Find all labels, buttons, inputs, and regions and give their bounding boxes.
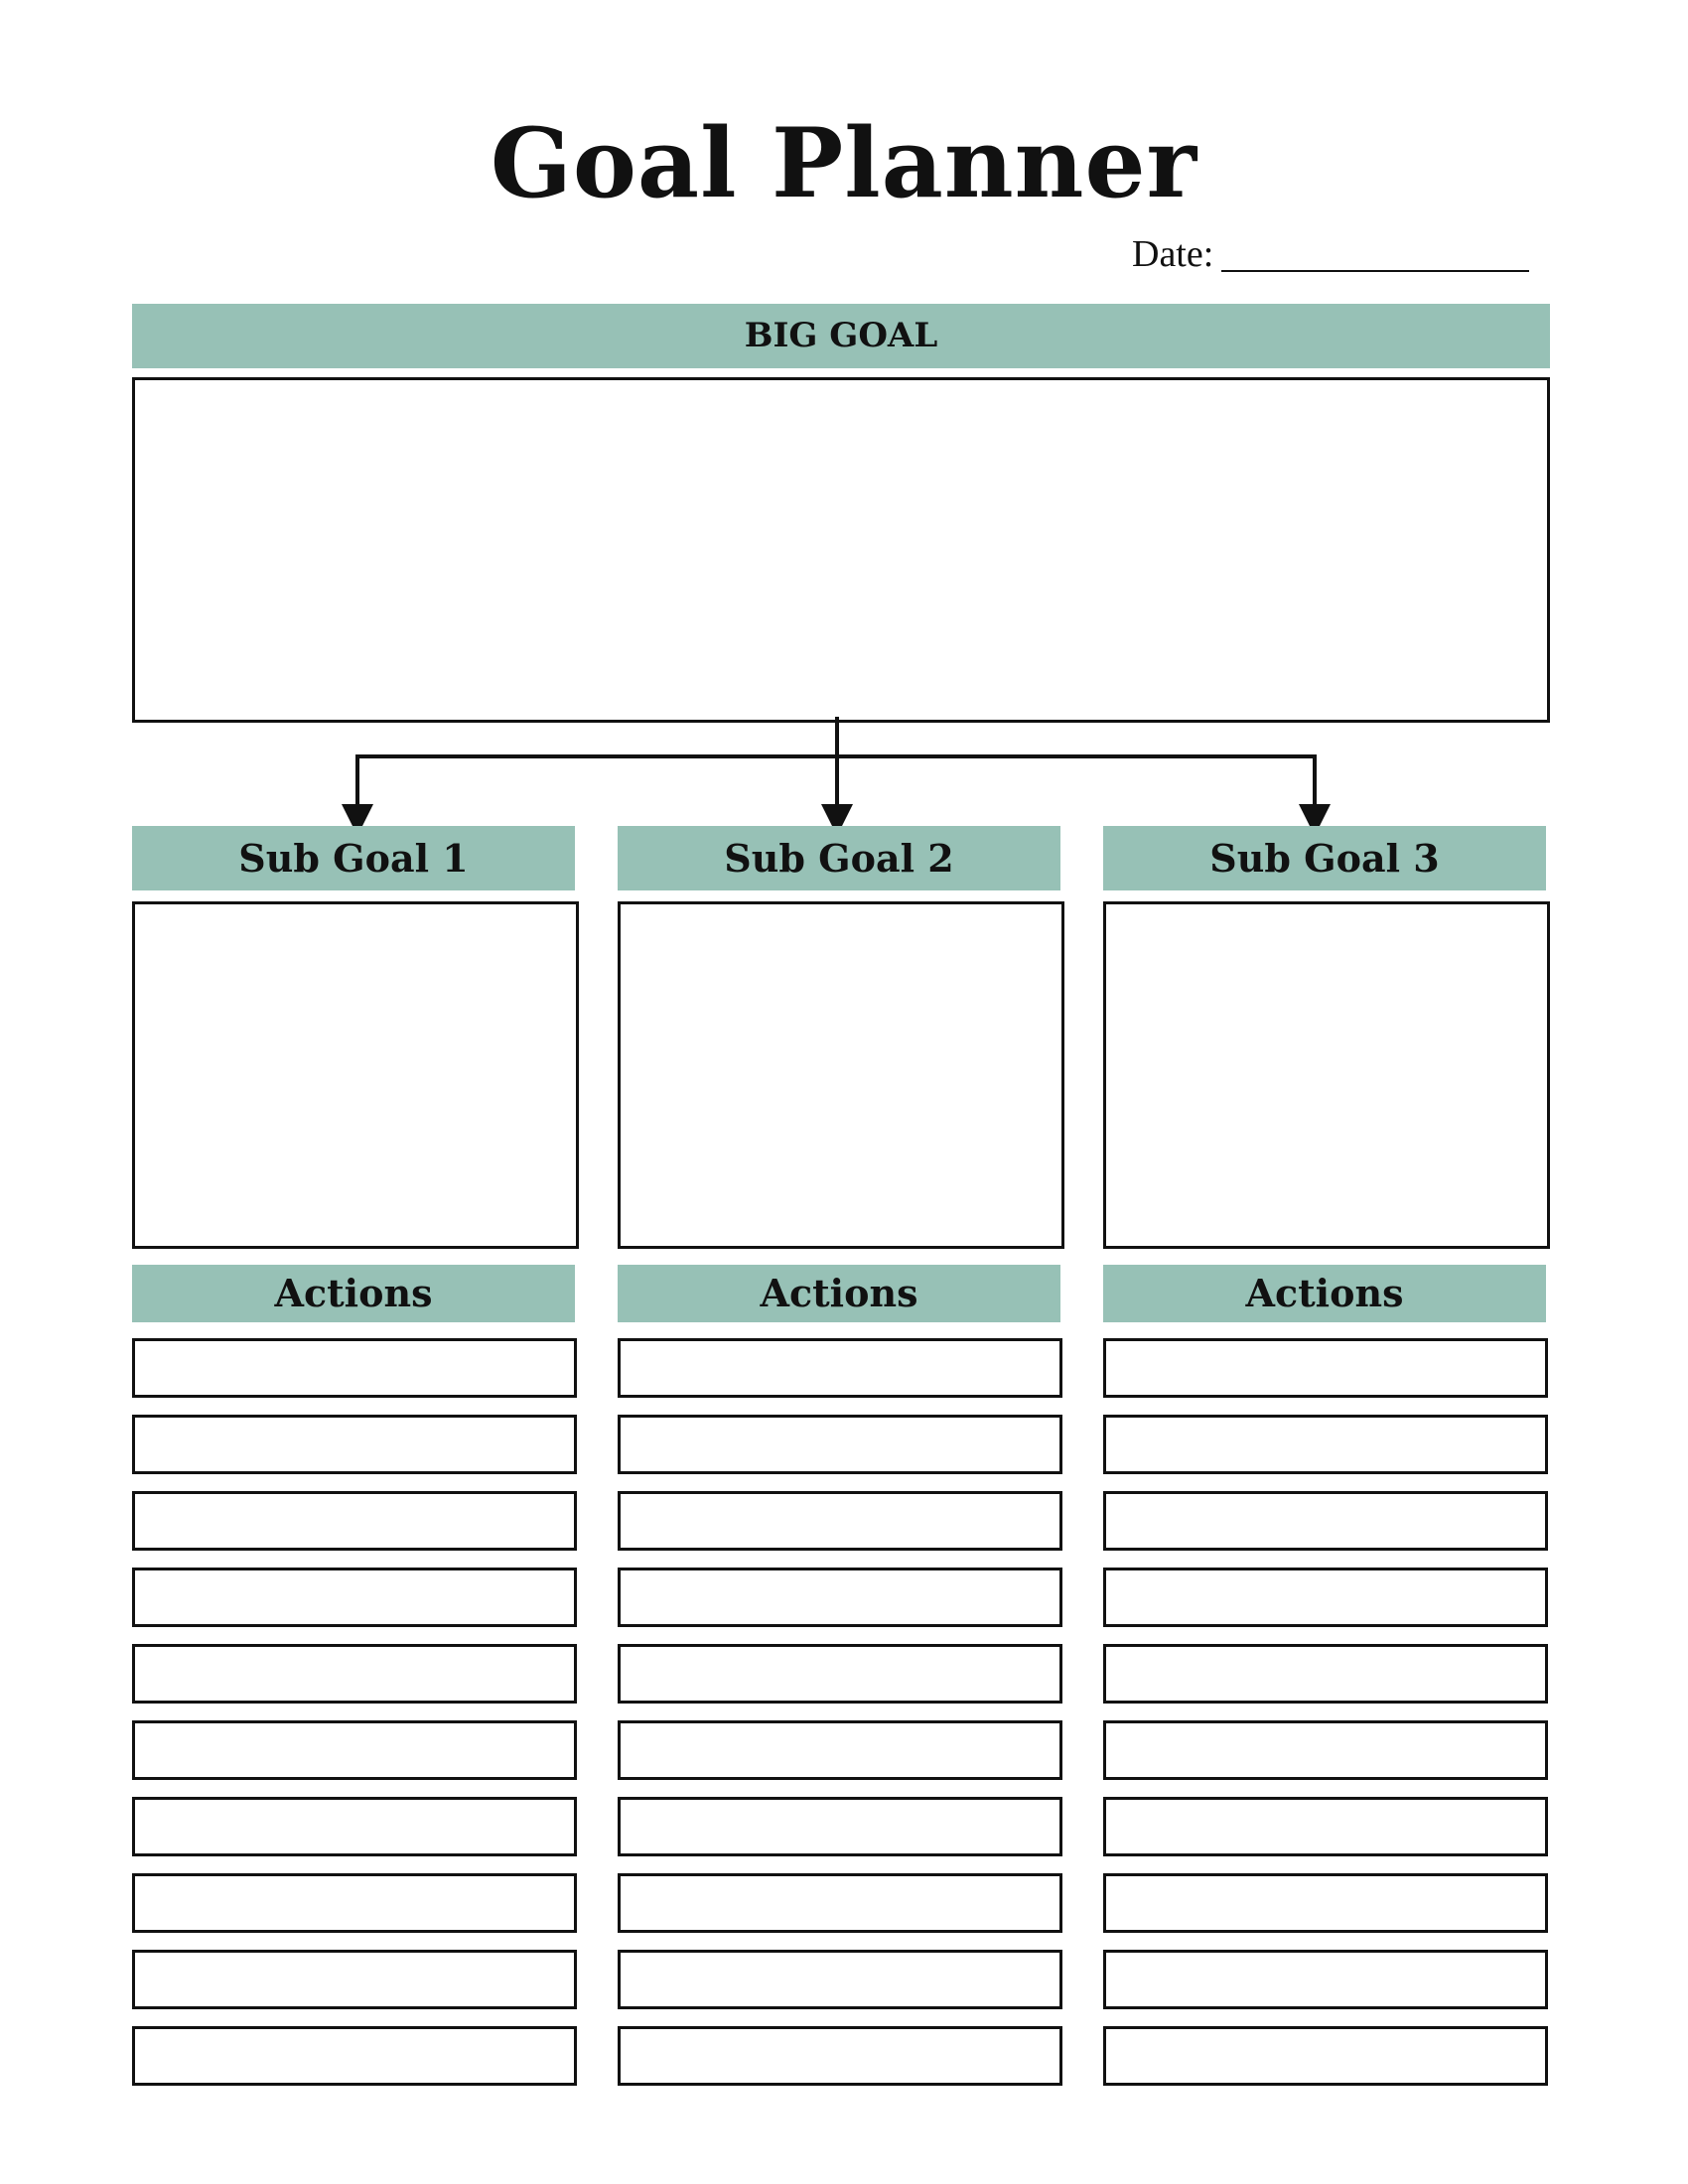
action-line[interactable] [1103, 2026, 1548, 2086]
action-line[interactable] [132, 1491, 577, 1551]
action-line[interactable] [618, 1415, 1062, 1474]
actions-header-2: Actions [618, 1265, 1060, 1322]
actions-header-1: Actions [132, 1265, 575, 1322]
action-line[interactable] [1103, 1720, 1548, 1780]
sub-goal-box-2[interactable] [618, 901, 1064, 1249]
sub-goal-header-2: Sub Goal 2 [618, 826, 1060, 890]
action-line[interactable] [618, 1720, 1062, 1780]
date-label: Date: [1132, 233, 1214, 275]
action-line[interactable] [618, 1873, 1062, 1933]
sub-goal-column-3 [1103, 826, 1546, 2087]
sub-goal-header-3: Sub Goal 3 [1103, 826, 1546, 890]
action-line[interactable] [618, 1644, 1062, 1704]
action-line[interactable] [132, 1797, 577, 1856]
action-list-1 [132, 1338, 579, 2103]
action-line[interactable] [132, 2026, 577, 2086]
sub-goal-box-1[interactable] [132, 901, 579, 1249]
action-line[interactable] [618, 1568, 1062, 1627]
actions-header-3: Actions [1103, 1265, 1546, 1322]
action-line[interactable] [1103, 1873, 1548, 1933]
action-line[interactable] [132, 1338, 577, 1398]
action-line[interactable] [1103, 1338, 1548, 1398]
sub-goal-box-3[interactable] [1103, 901, 1550, 1249]
action-line[interactable] [1103, 1491, 1548, 1551]
page-title: Goal Planner [490, 107, 1198, 219]
action-line[interactable] [132, 1415, 577, 1474]
action-line[interactable] [618, 1950, 1062, 2009]
action-line[interactable] [1103, 1950, 1548, 2009]
action-line[interactable] [618, 1338, 1062, 1398]
action-line[interactable] [1103, 1644, 1548, 1704]
action-line[interactable] [132, 1873, 577, 1933]
action-line[interactable] [132, 1568, 577, 1627]
action-line[interactable] [132, 1720, 577, 1780]
sub-goal-column-1 [132, 826, 575, 2087]
big-goal-header: BIG GOAL [132, 304, 1550, 368]
action-line[interactable] [132, 1950, 577, 2009]
action-line[interactable] [1103, 1797, 1548, 1856]
date-row [1132, 226, 1529, 276]
action-line[interactable] [1103, 1568, 1548, 1627]
date-field[interactable] [1221, 270, 1529, 272]
action-line[interactable] [618, 1491, 1062, 1551]
big-goal-box[interactable] [132, 377, 1550, 723]
action-line[interactable] [1103, 1415, 1548, 1474]
action-list-2 [618, 1338, 1064, 2103]
action-line[interactable] [618, 2026, 1062, 2086]
sub-goal-column-2 [618, 826, 1060, 2087]
sub-goal-header-1: Sub Goal 1 [132, 826, 575, 890]
action-list-3 [1103, 1338, 1550, 2103]
action-line[interactable] [618, 1797, 1062, 1856]
action-line[interactable] [132, 1644, 577, 1704]
